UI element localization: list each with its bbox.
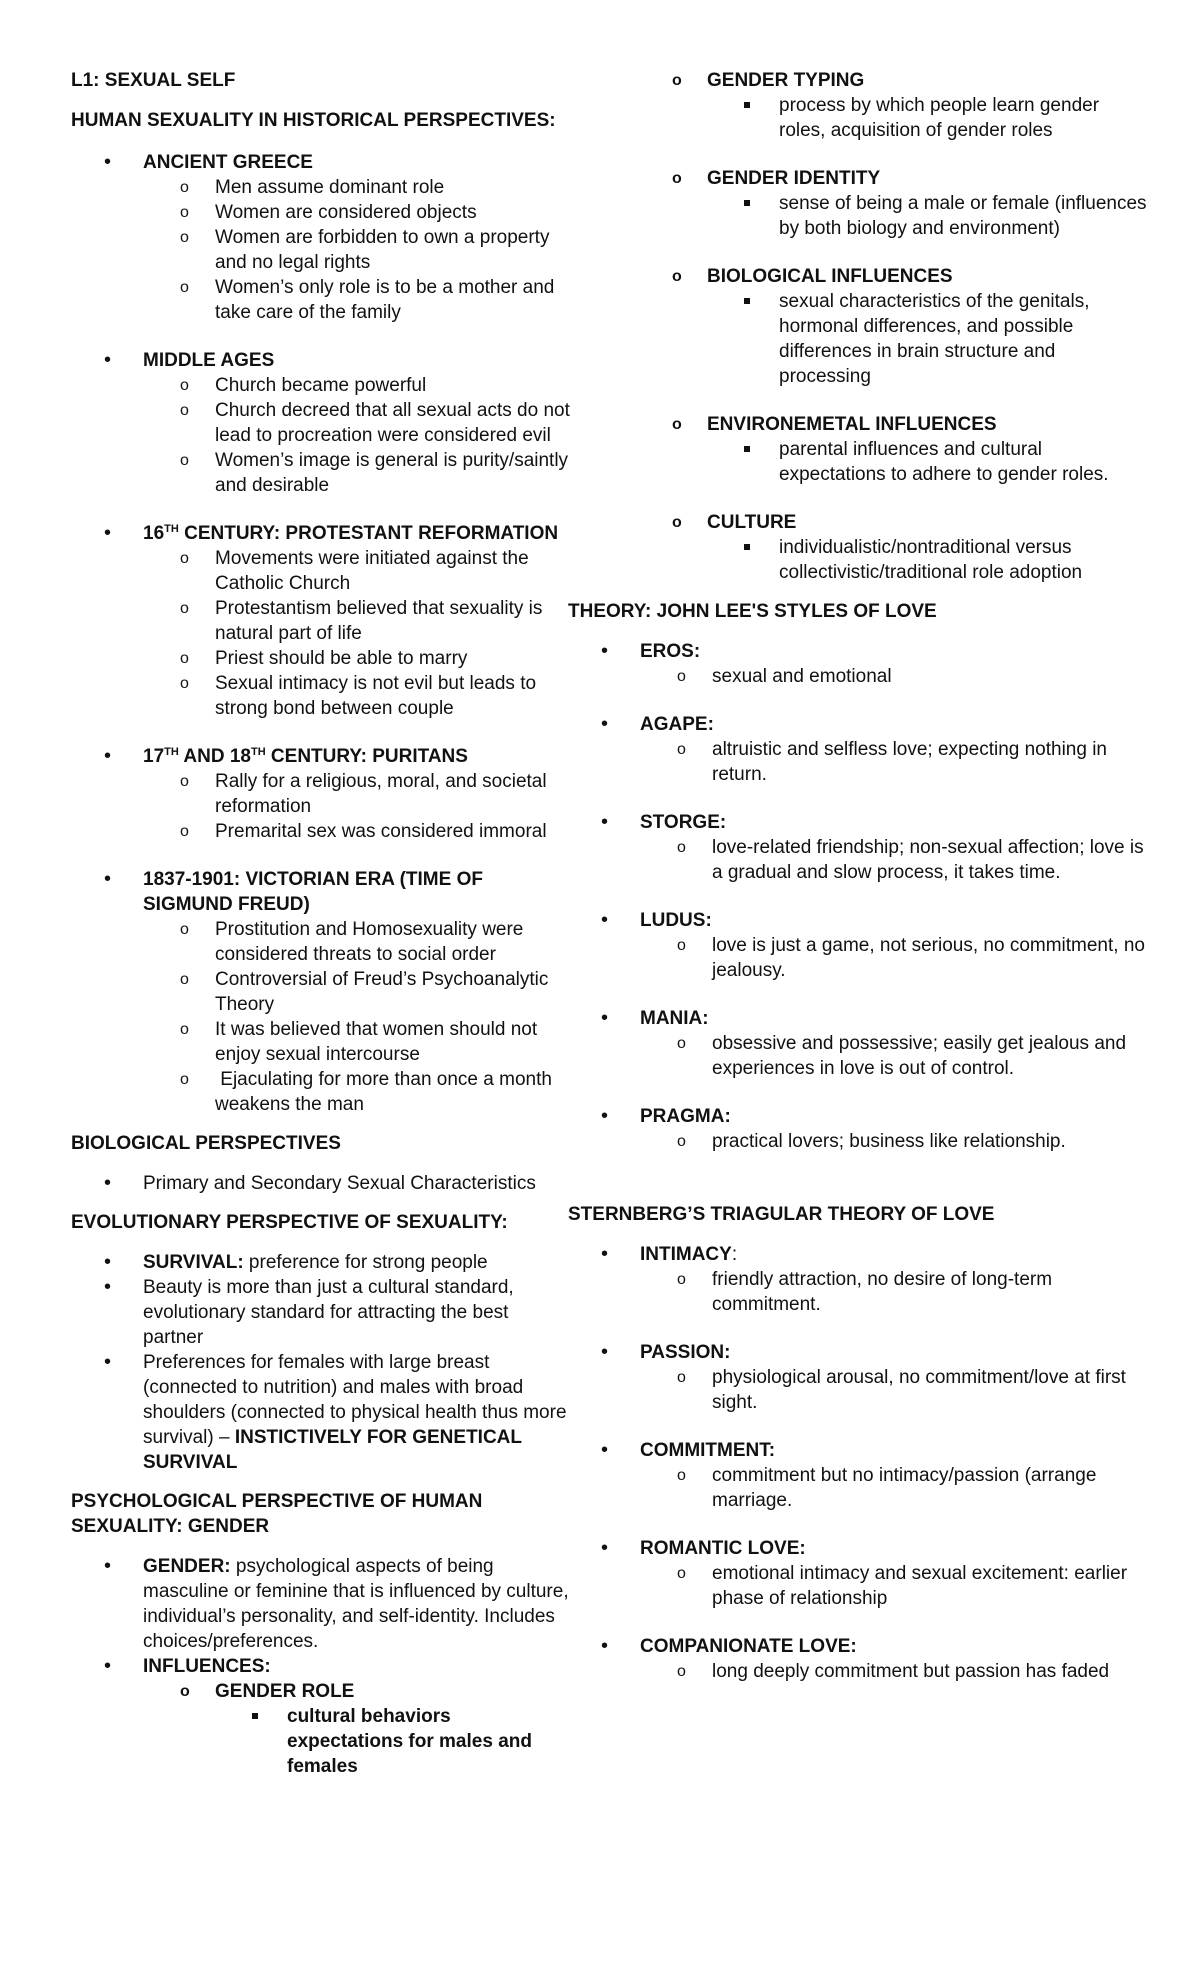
list-item: o sexual and emotional <box>640 664 1150 689</box>
type-commitment: • COMMITMENT: o commitment but no intimacy/passion (arrange marriage. <box>568 1438 1150 1513</box>
list-item: individualistic/nontraditional versus collectivistic/traditional role adoption <box>707 535 1150 585</box>
list-item: o commitment but no intimacy/passion (arrange marriage. <box>640 1463 1150 1513</box>
list-item: o Women’s only role is to be a mother and take care of the family <box>143 275 571 325</box>
list-item: o Protestantism believed that sexuality is natural part of life <box>143 596 571 646</box>
list-item: o friendly attraction, no desire of long-term commitment. <box>640 1267 1150 1317</box>
era-protestant-reformation <box>71 521 571 721</box>
era-ancient-greece <box>71 150 571 325</box>
list-item: • Preferences for females with large breast (connected to nutrition) and males with broad shoulders (connected to physical health thus more survival) – INSTICTIVELY FOR GENETICAL SURVIVAL <box>71 1350 571 1475</box>
style-ludus: • LUDUS: o love is just a game, not serious, no commitment, no jealousy. <box>568 908 1150 983</box>
list-item: o obsessive and possessive; easily get jealous and experiences in love is out of control. <box>640 1031 1150 1081</box>
left-column <box>71 68 571 1779</box>
list-item: • INFLUENCES: o GENDER ROLE cultural behaviors expectations for males and females <box>71 1654 571 1779</box>
influences-list <box>635 68 1150 585</box>
list-item: cultural behaviors expectations for males and females <box>215 1704 571 1779</box>
list-item: process by which people learn gender roles, acquisition of gender roles <box>707 93 1150 143</box>
biological-list <box>71 1171 571 1196</box>
list-item: parental influences and cultural expectations to adhere to gender roles. <box>707 437 1150 487</box>
sternberg-types <box>568 1242 1150 1684</box>
list-item: o Premarital sex was considered immoral <box>143 819 571 844</box>
era-title: MIDDLE AGES <box>143 350 275 371</box>
influence-gender-identity: o GENDER IDENTITY sense of being a male or female (influences by both biology and environment) <box>635 166 1150 241</box>
list-item: • SURVIVAL: preference for strong people <box>71 1250 571 1275</box>
influence-gender-typing: o GENDER TYPING process by which people learn gender roles, acquisition of gender roles <box>635 68 1150 143</box>
list-item: o emotional intimacy and sexual excitement: earlier phase of relationship <box>640 1561 1150 1611</box>
type-intimacy: • INTIMACY: o friendly attraction, no desire of long-term commitment. <box>568 1242 1150 1317</box>
list-item: o physiological arousal, no commitment/love at first sight. <box>640 1365 1150 1415</box>
sternberg-heading: STERNBERG’S TRIAGULAR THEORY OF LOVE <box>568 1204 995 1225</box>
list-item: o It was believed that women should not enjoy sexual intercourse <box>143 1017 571 1067</box>
lee-styles <box>568 639 1150 1154</box>
era-title: 17TH AND 18TH CENTURY: PURITANS <box>143 746 468 767</box>
historical-heading: HUMAN SEXUALITY IN HISTORICAL PERSPECTIVES: <box>71 110 556 131</box>
list-item: o Movements were initiated against the Catholic Church <box>143 546 571 596</box>
list-item: o Prostitution and Homosexuality were considered threats to social order <box>143 917 571 967</box>
right-column <box>568 68 1150 1684</box>
style-agape: • AGAPE: o altruistic and selfless love; expecting nothing in return. <box>568 712 1150 787</box>
evolutionary-list <box>71 1250 571 1475</box>
era-victorian <box>71 867 571 1117</box>
gender-role-item: o GENDER ROLE cultural behaviors expectations for males and females <box>143 1679 571 1779</box>
type-companionate-love: • COMPANIONATE LOVE: o long deeply commitment but passion has faded <box>568 1634 1150 1684</box>
style-storge: • STORGE: o love-related friendship; non-sexual affection; love is a gradual and slow process, it takes time. <box>568 810 1150 885</box>
style-mania: • MANIA: o obsessive and possessive; easily get jealous and experiences in love is out of control. <box>568 1006 1150 1081</box>
psychological-heading: PSYCHOLOGICAL PERSPECTIVE OF HUMAN SEXUALITY: GENDER <box>71 1491 483 1537</box>
list-item: o altruistic and selfless love; expecting nothing in return. <box>640 737 1150 787</box>
list-item: • GENDER: psychological aspects of being masculine or feminine that is influenced by culture, individual’s personality, and self-identity. Includes choices/preferences. <box>71 1554 571 1654</box>
list-item: o Church became powerful <box>143 373 571 398</box>
biological-heading: BIOLOGICAL PERSPECTIVES <box>71 1133 341 1154</box>
list-item: o love-related friendship; non-sexual affection; love is a gradual and slow process, it takes time. <box>640 835 1150 885</box>
list-item: o long deeply commitment but passion has faded <box>640 1659 1150 1684</box>
list-item: o Sexual intimacy is not evil but leads to strong bond between couple <box>143 671 571 721</box>
type-romantic-love: • ROMANTIC LOVE: o emotional intimacy and sexual excitement: earlier phase of relationship <box>568 1536 1150 1611</box>
list-item: o love is just a game, not serious, no commitment, no jealousy. <box>640 933 1150 983</box>
list-item: o Priest should be able to marry <box>143 646 571 671</box>
list-item: o Women are considered objects <box>143 200 571 225</box>
historical-eras <box>71 150 571 1117</box>
era-title: ANCIENT GREECE <box>143 152 313 173</box>
list-item: sense of being a male or female (influences by both biology and environment) <box>707 191 1150 241</box>
type-passion: • PASSION: o physiological arousal, no commitment/love at first sight. <box>568 1340 1150 1415</box>
list-item: o Men assume dominant role <box>143 175 571 200</box>
era-title: 16TH CENTURY: PROTESTANT REFORMATION <box>143 523 559 544</box>
list-item: o Women are forbidden to own a property and no legal rights <box>143 225 571 275</box>
style-pragma: • PRAGMA: o practical lovers; business like relationship. <box>568 1104 1150 1154</box>
list-item: o Rally for a religious, moral, and societal reformation <box>143 769 571 819</box>
lee-heading: THEORY: JOHN LEE'S STYLES OF LOVE <box>568 601 937 622</box>
list-item: o Ejaculating for more than once a month weakens the man <box>143 1067 571 1117</box>
era-puritans <box>71 744 571 844</box>
era-middle-ages <box>71 348 571 498</box>
psychological-list <box>71 1554 571 1779</box>
influence-biological: o BIOLOGICAL INFLUENCES sexual characteristics of the genitals, hormonal differences, and possible differences in brain structure and processing <box>635 264 1150 389</box>
era-title: 1837-1901: VICTORIAN ERA (TIME OF SIGMUND FREUD) <box>143 869 483 915</box>
influence-culture: o CULTURE individualistic/nontraditional versus collectivistic/traditional role adoption <box>635 510 1150 585</box>
list-item: o Church decreed that all sexual acts do not lead to procreation were considered evil <box>143 398 571 448</box>
document-title: L1: SEXUAL SELF <box>71 70 236 91</box>
list-item: o practical lovers; business like relationship. <box>640 1129 1150 1154</box>
list-item: • Primary and Secondary Sexual Characteristics <box>71 1171 571 1196</box>
list-item: o Controversial of Freud’s Psychoanalytic Theory <box>143 967 571 1017</box>
list-item: • Beauty is more than just a cultural standard, evolutionary standard for attracting the best partner <box>71 1275 571 1350</box>
list-item: sexual characteristics of the genitals, hormonal differences, and possible differences in brain structure and processing <box>707 289 1150 389</box>
evolutionary-heading: EVOLUTIONARY PERSPECTIVE OF SEXUALITY: <box>71 1212 508 1233</box>
style-eros: • EROS: o sexual and emotional <box>568 639 1150 689</box>
list-item: o Women’s image is general is purity/saintly and desirable <box>143 448 571 498</box>
influence-environmental: o ENVIRONEMETAL INFLUENCES parental influences and cultural expectations to adhere to gender roles. <box>635 412 1150 487</box>
